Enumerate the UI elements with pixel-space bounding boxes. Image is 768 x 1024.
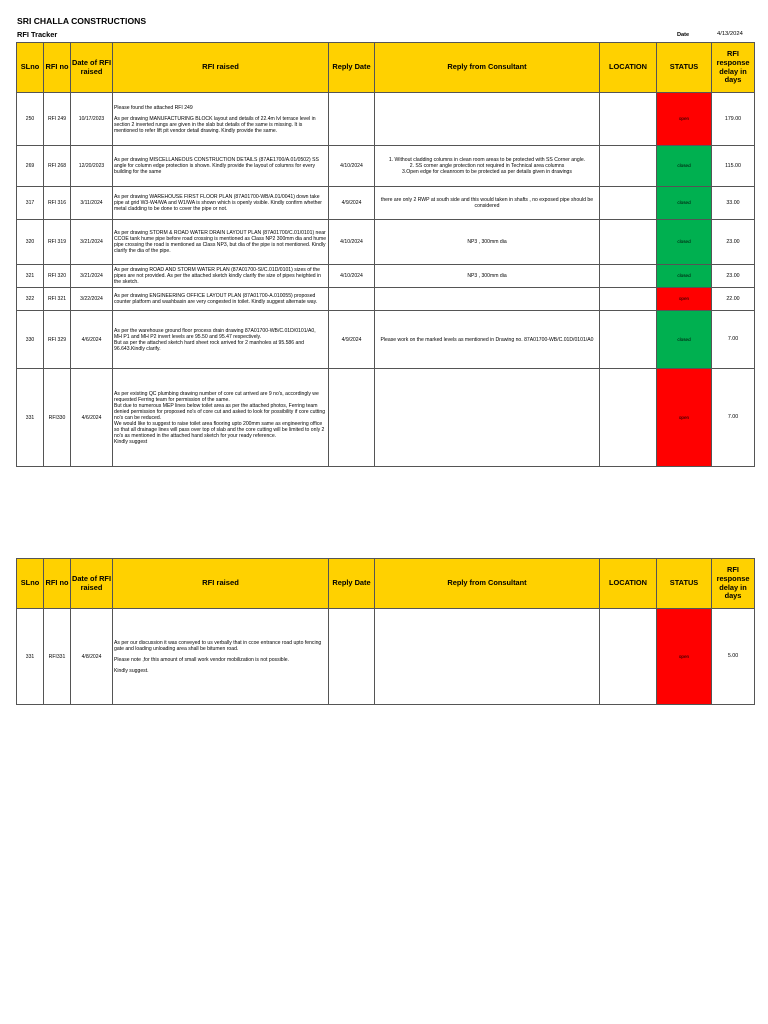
slno-cell: 321: [17, 265, 44, 288]
table-row: [17, 265, 755, 288]
rfi-description-paragraph: As per drawing STORM & ROAD WATER DRAIN LAYOUT PLAN (87A01700/C.01/0101) near CCOE tank hume pipe before road crossing is mentioned as Class NP2 300mm dia and hume pipe crossing the road is mentioned as Class NP3, but dia of the pipe is not mentioned. Kindly clarify the dia of the pipe.: [114, 230, 327, 254]
table-row: [17, 93, 755, 146]
consultant-reply-cell: NP3 , 300mm dia: [375, 220, 600, 265]
date-raised-cell: 3/21/2024: [71, 220, 113, 265]
rfi-description-cell: [113, 265, 329, 288]
rfi-description-cell: [113, 220, 329, 265]
delay-cell: 33.00: [712, 187, 755, 220]
slno-cell: 317: [17, 187, 44, 220]
rfi-description-cell: [113, 93, 329, 146]
rfi-no-cell: RFI 268: [44, 146, 71, 187]
reply-date-cell: [329, 93, 375, 146]
rfi-description-cell: [113, 146, 329, 187]
rfi-description-paragraph: As per existing QC plumbing drawing number of core cut arrived are 9 no's, accordingly we requested Ferring team for permission of the same. But due to numerous MEP lines below toilet area as per the attached photos, Ferring team denied permission for proposed no's of core cut and asked to look for possibility if core cutting no's can be reduced. We would like to suggest to raise toilet area flooring upto 200mm same as engineering office so that all drainage lines will pass over top of slab and the core cutting will be limited to only 2 no's as mentioned in the attached hand sketch for your ready reference. Kindly suggest: [114, 390, 326, 445]
col-location: LOCATION: [600, 559, 657, 609]
consultant-reply-cell: Please work on the marked levels as mentioned in Drawing no. 87A01700-WB/C.01D/0101/A0: [375, 311, 600, 369]
rfi-no-cell: RFI 319: [44, 220, 71, 265]
date-raised-cell: 4/8/2024: [71, 609, 113, 705]
location-cell: [600, 369, 657, 467]
slno-cell: 322: [17, 288, 44, 311]
rfi-description-cell: [113, 609, 329, 705]
rfi-no-cell: RFI 320: [44, 265, 71, 288]
col-rfi-no: RFI no: [44, 559, 71, 609]
status-cell: open: [657, 93, 712, 146]
header-row: [17, 43, 755, 93]
rfi-no-cell: RFI331: [44, 609, 71, 705]
consultant-reply-cell: [375, 93, 600, 146]
date-raised-cell: 3/22/2024: [71, 288, 113, 311]
slno-cell: 269: [17, 146, 44, 187]
col-status: STATUS: [657, 559, 712, 609]
col-date-raised: Date of RFI raised: [71, 559, 113, 609]
status-cell: open: [657, 369, 712, 467]
date-raised-cell: 4/6/2024: [71, 369, 113, 467]
company-name: SRI CHALLA CONSTRUCTIONS: [17, 16, 147, 26]
consultant-reply-cell: [375, 288, 600, 311]
rfi-description-paragraph: Please found the attached RFI 249: [114, 104, 193, 111]
sheet-title: RFI Tracker: [17, 30, 58, 39]
rfi-description-paragraph: As per drawing MISCELLANEOUS CONSTRUCTION DETAILS (87AE1700/A.01/0502) SS angle for column edge protection is shown. Kindly provide the layout of columns for every building for the same: [114, 157, 319, 175]
reply-date-cell: 4/10/2024: [329, 146, 375, 187]
reply-date-cell: 4/9/2024: [329, 187, 375, 220]
status-cell: open: [657, 288, 712, 311]
reply-date-cell: [329, 609, 375, 705]
location-cell: [600, 146, 657, 187]
header-row: [17, 559, 755, 609]
rfi-no-cell: RFI 249: [44, 93, 71, 146]
delay-cell: 115.00: [712, 146, 755, 187]
rfi-description-paragraph: As per drawing MANUFACTURING BLOCK layout and details of 22.4m lvl terrace level in section 2 inverted rungs are given in the slab but details of the same is missing. It is mentioned to refer lift pit vendor detail drawing. Kindly provide the same.: [114, 115, 316, 134]
delay-cell: 22.00: [712, 288, 755, 311]
rfi-description-cell: [113, 187, 329, 220]
delay-cell: 179.00: [712, 93, 755, 146]
table-row: [17, 187, 755, 220]
slno-cell: 320: [17, 220, 44, 265]
location-cell: [600, 609, 657, 705]
rfi-no-cell: RFI 329: [44, 311, 71, 369]
slno-cell: 331: [17, 369, 44, 467]
rfi-no-cell: RFI330: [44, 369, 71, 467]
table-row: [17, 220, 755, 265]
delay-cell: 23.00: [712, 220, 755, 265]
table-row: [17, 311, 755, 369]
table-row: [17, 609, 755, 705]
table-row: [17, 369, 755, 467]
col-reply-consultant: Reply from Consultant: [375, 559, 600, 609]
location-cell: [600, 288, 657, 311]
date-raised-cell: 3/21/2024: [71, 265, 113, 288]
rfi-description-paragraph: As per the warehouse ground floor process drain drawing 87A01700-WB/C.01D/0101/A0, MH P1 and MH P2 invert levels are 95.50 and 95.47 respectively. But as per the attached sketch hard sheet rock arrived for 2 manholes at 95.586 and 96.643.Kindly clarify.: [114, 327, 316, 352]
consultant-reply-cell: [375, 369, 600, 467]
status-cell: closed: [657, 220, 712, 265]
rfi-description-paragraph: Kindly suggest.: [114, 667, 149, 674]
date-raised-cell: 12/20/2023: [71, 146, 113, 187]
delay-cell: 5.00: [712, 609, 755, 705]
rfi-no-cell: RFI 316: [44, 187, 71, 220]
col-status: STATUS: [657, 43, 712, 93]
consultant-reply-cell: NP3 , 300mm dia: [375, 265, 600, 288]
rfi-table-1: [16, 42, 755, 467]
col-rfi-raised: RFI raised: [113, 559, 329, 609]
date-raised-cell: 10/17/2023: [71, 93, 113, 146]
rfi-description-paragraph: Please note ,for this amount of small work vendor mobilization is not possible.: [114, 656, 289, 663]
delay-cell: 7.00: [712, 369, 755, 467]
rfi-table-2: [16, 558, 755, 705]
status-cell: closed: [657, 311, 712, 369]
col-reply-consultant: Reply from Consultant: [375, 43, 600, 93]
status-cell: closed: [657, 146, 712, 187]
date-raised-cell: 3/11/2024: [71, 187, 113, 220]
delay-cell: 23.00: [712, 265, 755, 288]
location-cell: [600, 93, 657, 146]
location-cell: [600, 220, 657, 265]
slno-cell: 331: [17, 609, 44, 705]
rfi-description-paragraph: As per drawing ROAD AND STORM WATER PLAN (87A01700-SI/C.01D/0101) sizes of the pipes are not provided. As per the attached sketch kindly clarify the size of pipes heighted in the sketch.: [114, 267, 321, 285]
reply-date-cell: [329, 288, 375, 311]
date-raised-cell: 4/6/2024: [71, 311, 113, 369]
date-label: Date: [677, 32, 690, 38]
date-value: 4/13/2024: [717, 31, 743, 37]
consultant-reply-cell: there are only 2 RWP at south side and this would taken in shafts , no exposed pipe should be considered: [375, 187, 600, 220]
consultant-reply-cell: 1. Without cladding columns in clean room areas to be protected with SS Corner angle. 2. SS corner angle protection not required in Technical area columns 3.Open edge for cleanroom to be protected as per details given in drawings: [375, 146, 600, 187]
col-delay: RFI response delay in days: [712, 43, 755, 93]
table-row: [17, 146, 755, 187]
slno-cell: 250: [17, 93, 44, 146]
col-rfi-raised: RFI raised: [113, 43, 329, 93]
location-cell: [600, 265, 657, 288]
status-cell: closed: [657, 265, 712, 288]
rfi-description-paragraph: As per drawing ENGINEERING OFFICE LAYOUT PLAN (87A01700-A.010055) proposed counter platform and washbasin are very congested in toilet. Kindly suggest alternate way.: [114, 293, 318, 305]
rfi-description-cell: [113, 311, 329, 369]
table-row: [17, 288, 755, 311]
col-delay: RFI response delay in days: [712, 559, 755, 609]
slno-cell: 330: [17, 311, 44, 369]
reply-date-cell: 4/9/2024: [329, 311, 375, 369]
delay-cell: 7.00: [712, 311, 755, 369]
location-cell: [600, 187, 657, 220]
reply-date-cell: [329, 369, 375, 467]
col-location: LOCATION: [600, 43, 657, 93]
reply-date-cell: 4/10/2024: [329, 265, 375, 288]
rfi-description-cell: [113, 288, 329, 311]
col-slno: SLno: [17, 43, 44, 93]
location-cell: [600, 311, 657, 369]
status-cell: closed: [657, 187, 712, 220]
rfi-description-cell: [113, 369, 329, 467]
col-reply-date: Reply Date: [329, 43, 375, 93]
rfi-no-cell: RFI 321: [44, 288, 71, 311]
col-reply-date: Reply Date: [329, 559, 375, 609]
rfi-description-paragraph: As per drawing WAREHOUSE FIRST FLOOR PLAN (87A01700-WB/A.01/0041) down take pipe at grid W3-W4/WA and W1/WA is shown which is openly visible. Kindly confirm whether metal cladding to be done to cover the pipe or not.: [114, 194, 322, 212]
col-slno: SLno: [17, 559, 44, 609]
status-cell: open: [657, 609, 712, 705]
reply-date-cell: 4/10/2024: [329, 220, 375, 265]
consultant-reply-cell: [375, 609, 600, 705]
col-rfi-no: RFI no: [44, 43, 71, 93]
col-date-raised: Date of RFI raised: [71, 43, 113, 93]
rfi-description-paragraph: As per our discussion it was conveyed to us verbally that in ccoe entrance road upto fencing gate and loading unloading area shall be bitumen road.: [114, 639, 322, 652]
